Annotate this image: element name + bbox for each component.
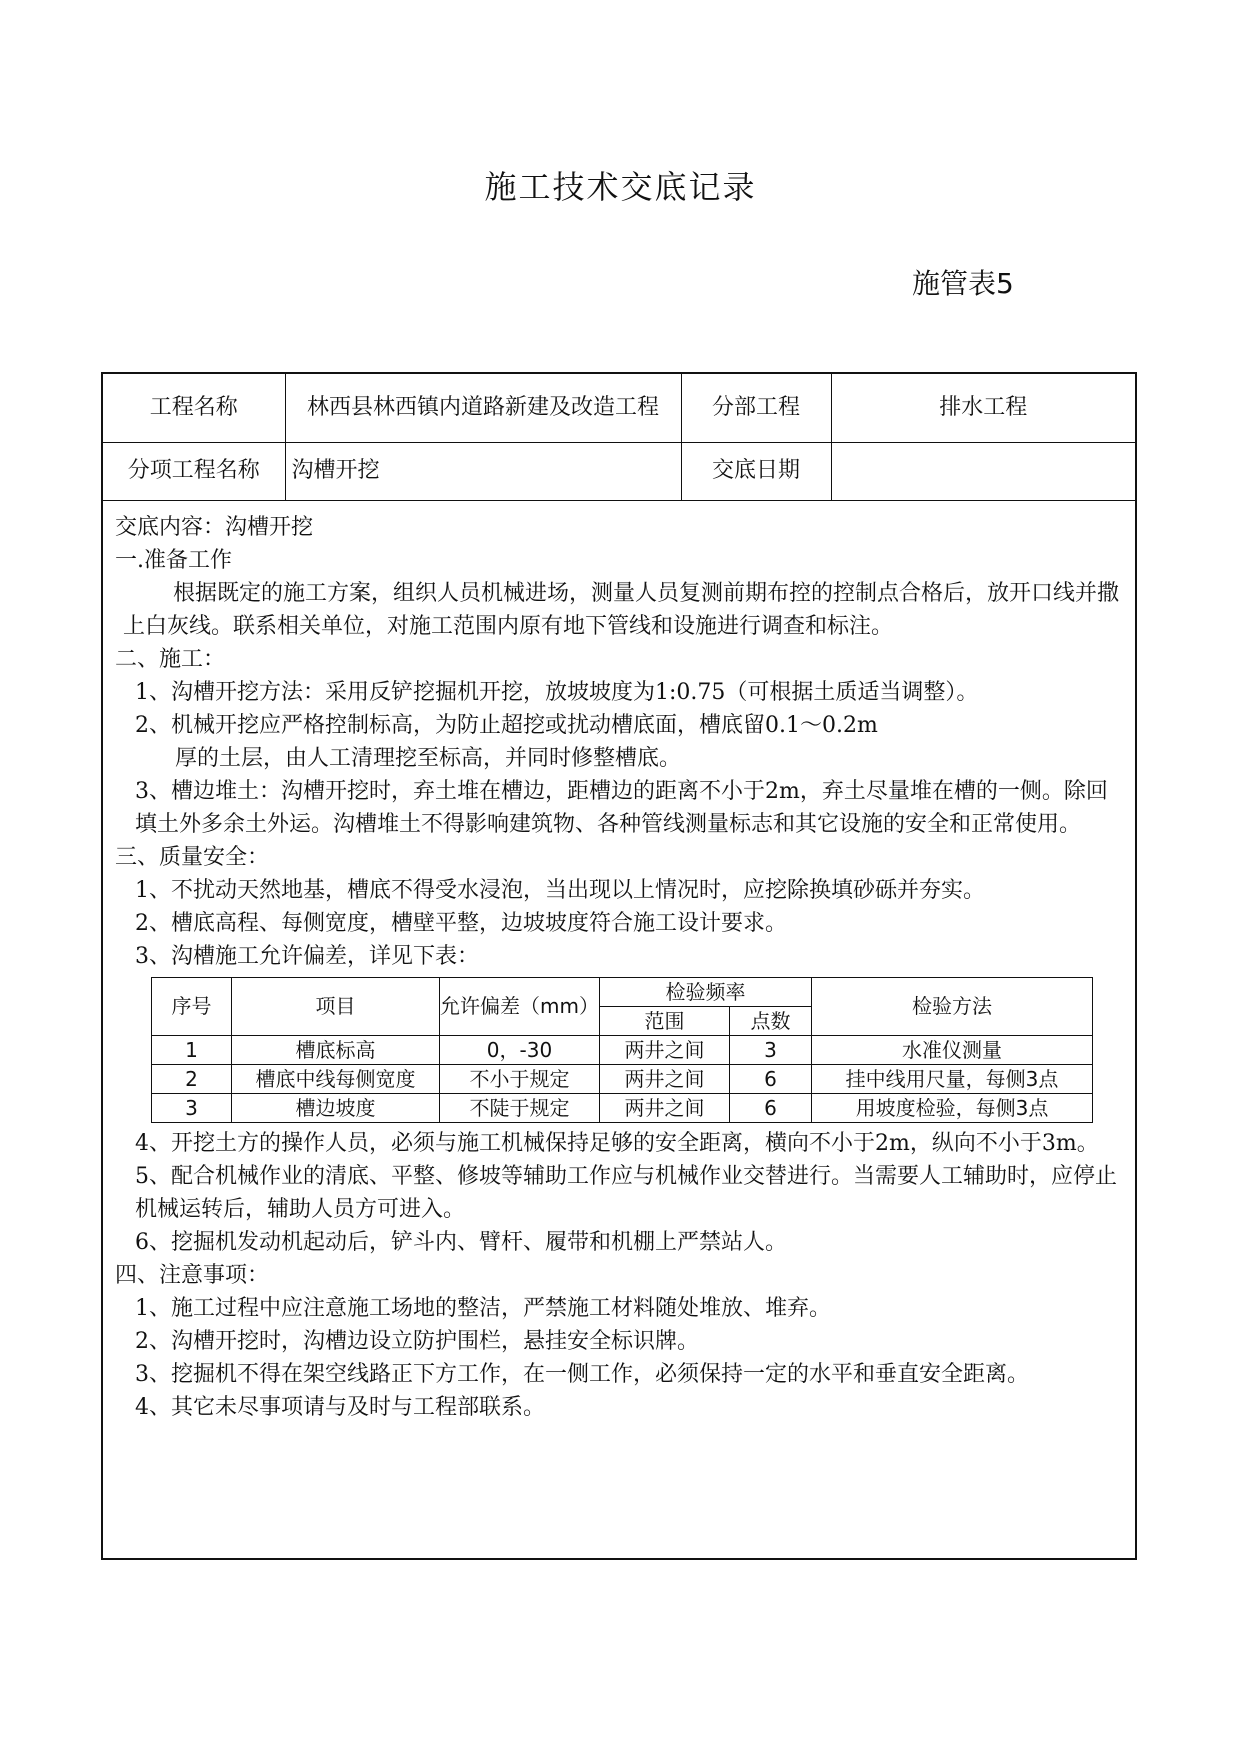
- spec-cell-item: 槽边坡度: [232, 1093, 440, 1122]
- section-2-title: 二、施工：: [115, 646, 226, 672]
- spec-cell-range: 两井之间: [600, 1064, 730, 1093]
- section-4-item-1: 1、施工过程中应注意施工场地的整洁，严禁施工材料随处堆放、堆弃。: [135, 1295, 831, 1321]
- spec-cell-tolerance: 不陡于规定: [440, 1093, 600, 1122]
- subitem-value: 沟槽开挖: [285, 442, 681, 500]
- spec-cell-no: 1: [152, 1035, 232, 1064]
- spec-header-range: 范围: [600, 1006, 730, 1035]
- date-value: [831, 442, 1135, 500]
- record-sheet: [101, 372, 1137, 1560]
- content-intro: 交底内容：沟槽开挖: [115, 514, 314, 540]
- date-label: 交底日期: [681, 442, 831, 500]
- spec-header-item: 项目: [232, 977, 440, 1035]
- spec-cell-points: 3: [730, 1035, 812, 1064]
- form-number: 施管表5: [912, 267, 1014, 300]
- spec-cell-range: 两井之间: [600, 1093, 730, 1122]
- section-4-item-2: 2、沟槽开挖时，沟槽边设立防护围栏，悬挂安全标识牌。: [135, 1328, 699, 1354]
- spec-header-no: 序号: [152, 977, 232, 1035]
- spec-header-tolerance: 允许偏差（mm）: [440, 977, 600, 1035]
- spec-cell-range: 两井之间: [600, 1035, 730, 1064]
- section-2-item-2a: 2、机械开挖应严格控制标高，为防止超挖或扰动槽底面，槽底留0.1～0.2m: [135, 712, 878, 738]
- spec-cell-tolerance: 0，-30: [440, 1035, 600, 1064]
- section-2-item-1: 1、沟槽开挖方法：采用反铲挖掘机开挖，放坡坡度为1:0.75（可根据土质适当调整）。: [135, 679, 979, 705]
- section-3-item-4: 4、开挖土方的操作人员，必须与施工机械保持足够的安全距离，横向不小于2m，纵向不小于3m。: [135, 1130, 1099, 1156]
- tolerance-table: [151, 977, 1093, 1123]
- project-name-label: 工程名称: [103, 374, 285, 442]
- table-row: [152, 1093, 1093, 1122]
- spec-header-points: 点数: [730, 1006, 812, 1035]
- spec-cell-no: 2: [152, 1064, 232, 1093]
- spec-header-row-1: [152, 977, 1093, 1006]
- spec-cell-points: 6: [730, 1093, 812, 1122]
- spec-cell-method: 挂中线用尺量，每侧3点: [812, 1064, 1093, 1093]
- header-table: [103, 374, 1135, 501]
- section-2-item-2b: 厚的土层，由人工清理挖至标高，并同时修整槽底。: [175, 745, 682, 771]
- section-2-item-3: 3、槽边堆土：沟槽开挖时，弃土堆在槽边，距槽边的距离不小于2m，弃土尽量堆在槽的一侧。除回填土外多余土外运。沟槽堆土不得影响建筑物、各种管线测量标志和其它设施的安全和正常使用。: [135, 778, 1108, 837]
- section-3-item-3: 3、沟槽施工允许偏差，详见下表：: [135, 943, 479, 969]
- section-4-title: 四、注意事项：: [115, 1262, 270, 1288]
- disclosure-content: [103, 501, 1135, 1424]
- section-3-item-2: 2、槽底高程、每侧宽度，槽壁平整，边坡坡度符合施工设计要求。: [135, 910, 787, 936]
- spec-cell-tolerance: 不小于规定: [440, 1064, 600, 1093]
- division-value: 排水工程: [831, 374, 1135, 442]
- spec-cell-item: 槽底标高: [232, 1035, 440, 1064]
- spec-cell-method: 水准仪测量: [812, 1035, 1093, 1064]
- spec-cell-points: 6: [730, 1064, 812, 1093]
- page-title: 施工技术交底记录: [484, 168, 757, 206]
- table-row: [152, 1035, 1093, 1064]
- section-3-title: 三、质量安全：: [115, 844, 270, 870]
- section-4-item-3: 3、挖掘机不得在架空线路正下方工作，在一侧工作，必须保持一定的水平和垂直安全距离。: [135, 1361, 1030, 1387]
- table-row: [152, 1064, 1093, 1093]
- section-3-item-5: 5、配合机械作业的清底、平整、修坡等辅助工作应与机械作业交替进行。当需要人工辅助时，应停止机械运转后，辅助人员方可进入。: [135, 1163, 1118, 1222]
- spec-header-method: 检验方法: [812, 977, 1093, 1035]
- header-row-project: [103, 374, 1135, 442]
- spec-cell-item: 槽底中线每侧宽度: [232, 1064, 440, 1093]
- section-4-item-4: 4、其它未尽事项请与及时与工程部联系。: [135, 1394, 545, 1420]
- spec-cell-method: 用坡度检验，每侧3点: [812, 1093, 1093, 1122]
- section-1-paragraph: 根据既定的施工方案，组织人员机械进场，测量人员复测前期布控的控制点合格后，放开口线并撒上白灰线。联系相关单位，对施工范围内原有地下管线和设施进行调查和标注。: [123, 580, 1120, 639]
- header-row-subitem: [103, 442, 1135, 500]
- section-3-item-6: 6、挖掘机发动机起动后，铲斗内、臂杆、履带和机棚上严禁站人。: [135, 1229, 787, 1255]
- subitem-label: 分项工程名称: [103, 442, 285, 500]
- section-1-title: 一.准备工作: [115, 547, 232, 573]
- section-3-item-1: 1、不扰动天然地基，槽底不得受水浸泡，当出现以上情况时，应挖除换填砂砾并夯实。: [135, 877, 985, 903]
- division-label: 分部工程: [681, 374, 831, 442]
- spec-header-frequency: 检验频率: [600, 977, 812, 1006]
- project-name-value: 林西县林西镇内道路新建及改造工程: [285, 374, 681, 442]
- spec-cell-no: 3: [152, 1093, 232, 1122]
